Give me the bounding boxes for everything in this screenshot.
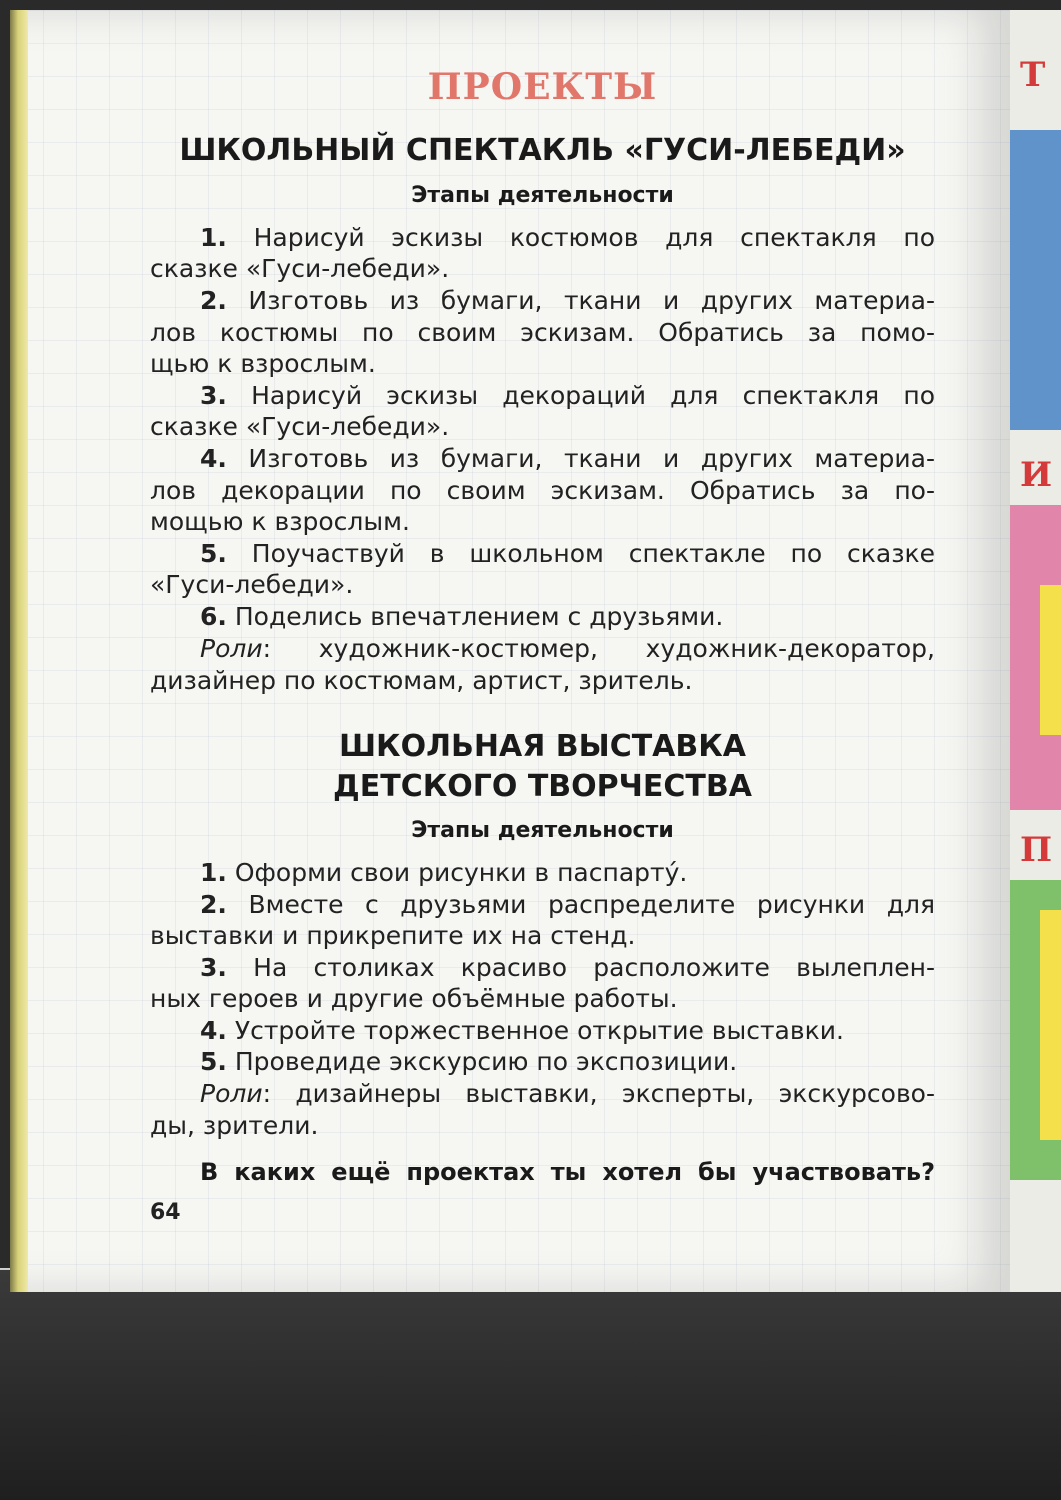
scanner-dark-area — [0, 1270, 1061, 1500]
list-item: 6. Поделись впечатлением с друзьями. — [200, 602, 724, 631]
list-item-cont: щью к взрослым. — [150, 349, 376, 378]
section-2-title-line-2: ДЕТСКОГО ТВОРЧЕСТВА — [333, 769, 752, 804]
list-item: 3. На столиках красиво расположите вылеплен- — [200, 953, 935, 982]
list-item: 4. Изготовь из бумаги, ткани и других материа- — [200, 444, 935, 473]
neighbor-yellow-strip — [1040, 910, 1061, 1140]
list-item: 1. Оформи свои рисунки в паспарту́. — [200, 858, 688, 887]
section-1-title: ШКОЛЬНЫЙ СПЕКТАКЛЬ «ГУСИ-ЛЕБЕДИ» — [179, 133, 906, 168]
neighbor-letter: Т — [1020, 55, 1046, 95]
list-item: 1. Нарисуй эскизы костюмов для спектакля по — [200, 223, 935, 252]
neighbor-letter: П — [1020, 830, 1053, 870]
list-item-cont: сказке «Гуси-лебеди». — [150, 254, 450, 283]
closing-question: В каких ещё проектах ты хотел бы участвовать? — [200, 1158, 935, 1186]
list-item-cont: ных героев и другие объёмные работы. — [150, 984, 678, 1013]
roles-line: Роли: художник-костюмер, художник-декоратор, — [200, 634, 935, 663]
list-item: 5. Проведиде экскурсию по экспозиции. — [200, 1047, 738, 1076]
list-item: 3. Нарисуй эскизы декораций для спектакля по — [200, 381, 935, 410]
list-item-cont: лов костюмы по своим эскизам. Обратись за помо- — [150, 318, 935, 347]
list-item: 2. Вместе с друзьями распределите рисунки для — [200, 890, 936, 919]
list-item-cont: мощью к взрослым. — [150, 507, 410, 536]
list-item-cont: выставки и прикрепите их на стенд. — [150, 921, 636, 950]
page-number: 64 — [150, 1200, 181, 1225]
section-1-subtitle: Этапы деятельности — [411, 183, 674, 208]
list-item-cont: сказке «Гуси-лебеди». — [150, 412, 450, 441]
roles-line-cont: дизайнер по костюмам, артист, зритель. — [150, 666, 693, 695]
list-item-cont: лов декорации по своим эскизам. Обратись за по- — [150, 476, 935, 505]
list-item-cont: «Гуси-лебеди». — [150, 570, 354, 599]
neighbor-letter: И — [1020, 455, 1053, 495]
page-title: ПРОЕКТЫ — [427, 66, 658, 108]
list-item: 4. Устройте торжественное открытие выставки. — [200, 1016, 844, 1045]
section-2-subtitle: Этапы деятельности — [411, 818, 674, 843]
list-item: 5. Поучаствуй в школьном спектакле по сказке — [200, 539, 935, 568]
neighbor-yellow-strip — [1040, 585, 1061, 735]
section-2-title-line-1: ШКОЛЬНАЯ ВЫСТАВКА — [339, 729, 746, 764]
roles-line: Роли: дизайнеры выставки, эксперты, экскурсово- — [200, 1079, 935, 1108]
list-item: 2. Изготовь из бумаги, ткани и других материа- — [200, 286, 935, 315]
roles-line-cont: ды, зрители. — [150, 1111, 319, 1140]
